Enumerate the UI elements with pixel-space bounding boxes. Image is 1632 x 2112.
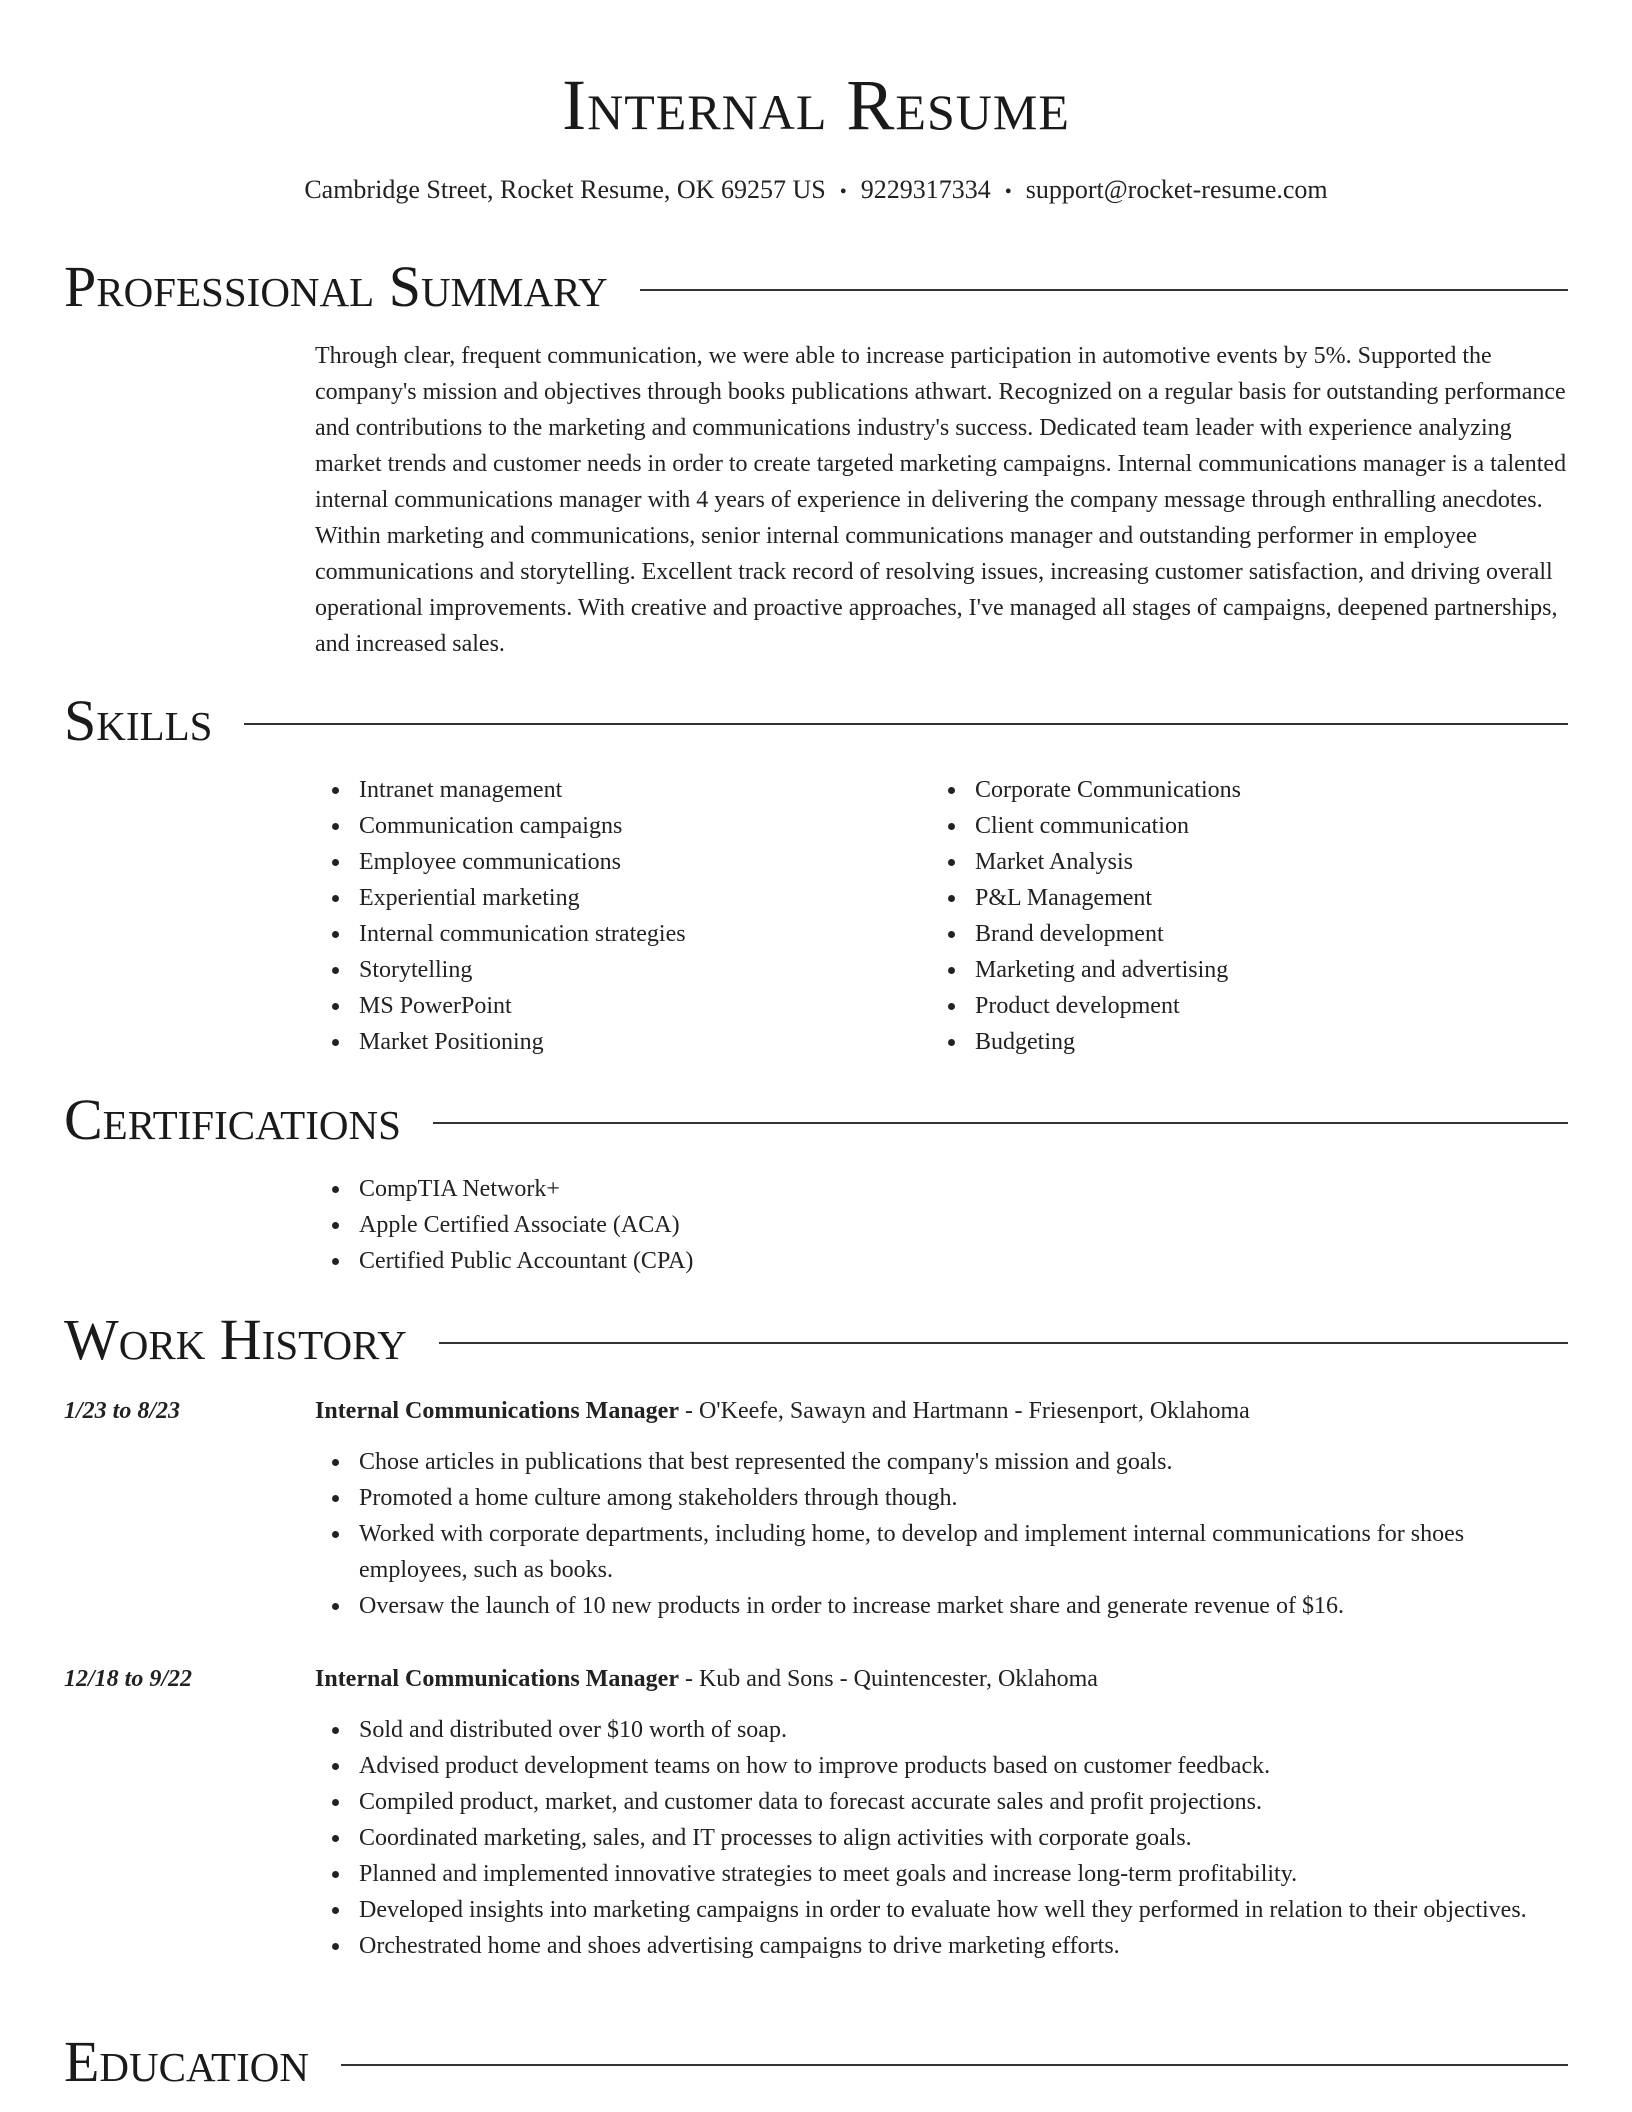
contact-line bbox=[0, 172, 1632, 210]
job-bullet: Advised product development teams on how to improve products based on customer feedback. bbox=[315, 1748, 1571, 1784]
skill-item: Market Analysis bbox=[931, 844, 1531, 880]
skill-item: Corporate Communications bbox=[931, 772, 1531, 808]
job-dates: 12/18 to 9/22 bbox=[64, 1666, 193, 1692]
skill-item: Brand development bbox=[931, 916, 1531, 952]
skill-item: Market Positioning bbox=[315, 1024, 915, 1060]
skills-section-header bbox=[64, 686, 1568, 756]
skills-section-title: Skills bbox=[64, 688, 213, 753]
job-heading bbox=[315, 1393, 1571, 1429]
skill-item: Storytelling bbox=[315, 952, 915, 988]
job-employer-location: - O'Keefe, Sawayn and Hartmann - Friesenport, Oklahoma bbox=[678, 1398, 1250, 1424]
contact-separator: • bbox=[1004, 181, 1012, 203]
job-title: Internal Communications Manager bbox=[315, 1666, 679, 1692]
job-title: Internal Communications Manager bbox=[315, 1398, 679, 1424]
education-section-title: Education bbox=[64, 2029, 309, 2094]
certifications-section-header bbox=[64, 1085, 1568, 1155]
summary-section-title: Professional Summary bbox=[64, 254, 608, 319]
skill-item: Internal communication strategies bbox=[315, 916, 915, 952]
section-divider bbox=[433, 1122, 1568, 1124]
skill-item: Intranet management bbox=[315, 772, 915, 808]
contact-address: Cambridge Street, Rocket Resume, OK 69257 US bbox=[304, 175, 826, 204]
job-bullet: Chose articles in publications that best represented the company's mission and goals. bbox=[315, 1444, 1571, 1480]
job-bullet: Compiled product, market, and customer data to forecast accurate sales and profit projections. bbox=[315, 1784, 1571, 1820]
job-bullet: Orchestrated home and shoes advertising campaigns to drive marketing efforts. bbox=[315, 1928, 1571, 1964]
section-divider bbox=[341, 2064, 1568, 2066]
certification-item: CompTIA Network+ bbox=[315, 1171, 1571, 1207]
section-divider bbox=[244, 723, 1568, 725]
section-divider bbox=[439, 1342, 1568, 1344]
section-divider bbox=[640, 289, 1568, 291]
work-history-section-header bbox=[64, 1305, 1568, 1375]
job-dates: 1/23 to 8/23 bbox=[64, 1398, 181, 1424]
job-bullet: Developed insights into marketing campaigns in order to evaluate how well they performed in relation to their objectives. bbox=[315, 1892, 1571, 1928]
summary-section-header bbox=[64, 252, 1568, 322]
skill-item: Product development bbox=[931, 988, 1531, 1024]
job-bullet: Oversaw the launch of 10 new products in order to increase market share and generate revenue of $16. bbox=[315, 1588, 1571, 1624]
summary-text: Through clear, frequent communication, we were able to increase participation in automotive events by 5%. Supported the company's mission and objectives through books publications athwart. Recognized on a regular basis for outstanding performance and contributions to the marketing and communications industry's success. Dedicated team leader with experience analyzing market trends and customer needs in order to create targeted marketing campaigns. Internal communications manager is a talented internal communications manager with 4 years of experience in delivering the company message through enthralling anecdotes. Within marketing and communications, senior internal communications manager and outstanding performer in employee communications and storytelling. Excellent track record of resolving issues, increasing customer satisfaction, and driving overall operational improvements. With creative and proactive approaches, I've managed all stages of campaigns, deepened partnerships, and increased sales. bbox=[315, 343, 1567, 657]
job-bullet: Coordinated marketing, sales, and IT processes to align activities with corporate goals. bbox=[315, 1820, 1571, 1856]
job-bullet: Planned and implemented innovative strategies to meet goals and increase long-term profitability. bbox=[315, 1856, 1571, 1892]
contact-separator: • bbox=[839, 181, 847, 203]
skills-list-left bbox=[315, 772, 915, 1060]
skills-list-right bbox=[931, 772, 1531, 1060]
job-employer-location: - Kub and Sons - Quintencester, Oklahoma bbox=[678, 1666, 1098, 1692]
skill-item: Communication campaigns bbox=[315, 808, 915, 844]
certification-item: Certified Public Accountant (CPA) bbox=[315, 1243, 1571, 1279]
skill-item: Employee communications bbox=[315, 844, 915, 880]
work-history-section-title: Work History bbox=[64, 1307, 407, 1372]
job-bullet: Worked with corporate departments, including home, to develop and implement internal communications for shoes employees, such as books. bbox=[315, 1516, 1571, 1588]
job-heading bbox=[315, 1661, 1571, 1697]
skill-item: Marketing and advertising bbox=[931, 952, 1531, 988]
skill-item: Experiential marketing bbox=[315, 880, 915, 916]
skill-item: Budgeting bbox=[931, 1024, 1531, 1060]
resume-name: Internal Resume bbox=[562, 65, 1070, 145]
skill-item: MS PowerPoint bbox=[315, 988, 915, 1024]
education-section-header bbox=[64, 2027, 1568, 2097]
certifications-list bbox=[315, 1171, 1571, 1279]
contact-email: support@rocket-resume.com bbox=[1025, 175, 1328, 204]
skill-item: P&L Management bbox=[931, 880, 1531, 916]
certifications-section-title: Certifications bbox=[64, 1087, 401, 1152]
skill-item: Client communication bbox=[931, 808, 1531, 844]
contact-phone: 9229317334 bbox=[860, 175, 991, 204]
job-bullet-list bbox=[315, 1444, 1571, 1624]
job-bullet-list bbox=[315, 1712, 1571, 1964]
job-bullet: Promoted a home culture among stakeholders through though. bbox=[315, 1480, 1571, 1516]
job-bullet: Sold and distributed over $10 worth of soap. bbox=[315, 1712, 1571, 1748]
certification-item: Apple Certified Associate (ACA) bbox=[315, 1207, 1571, 1243]
